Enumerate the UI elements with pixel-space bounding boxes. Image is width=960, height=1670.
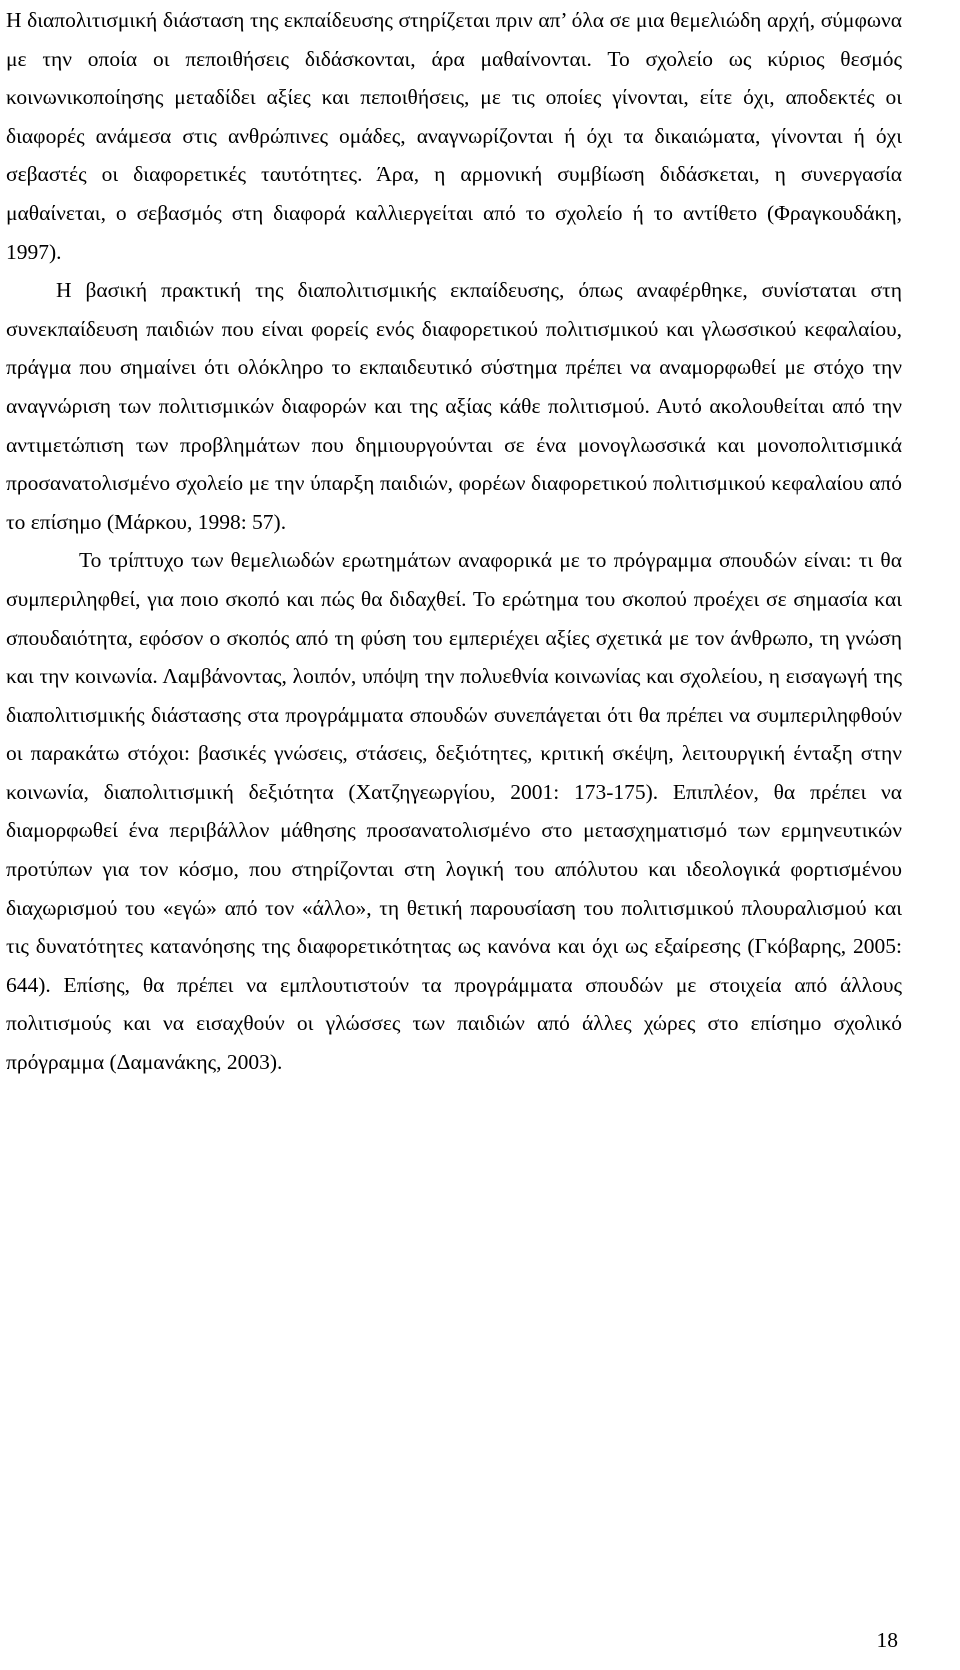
page-number: 18 bbox=[876, 1628, 898, 1652]
paragraph-2: Η βασική πρακτική της διαπολιτισμικής εκπαίδευσης, όπως αναφέρθηκε, συνίσταται στη συνεκπαίδευση παιδιών που είναι φορείς ενός διαφορετικού πολιτισμικού και γλωσσικού κεφαλαίου, πράγμα που σημαίνει ότι ολόκληρο το εκπαιδευτικό σύστημα πρέπει να αναμορφωθεί με στόχο την αναγνώριση των πολιτισμικών διαφορών και της αξίας κάθε πολιτισμού. Αυτό ακολουθείται από την αντιμετώπιση των προβλημάτων που δημιουργούνται σε ένα μονογλωσσικά και μονοπολιτισμικά προσανατολισμένο σχολείο με την ύπαρξη παιδιών, φορέων διαφορετικού πολιτισμικού κεφαλαίου από το επίσημο (Μάρκου, 1998: 57). bbox=[6, 278, 902, 534]
paragraph-1: Η διαπολιτισμική διάσταση της εκπαίδευσης στηρίζεται πριν απ’ όλα σε μια θεμελιώδη αρχή, σύμφωνα με την οποία οι πεποιθήσεις διδάσκονται, άρα μαθαίνονται. Το σχολείο ως κύριος θεσμός κοινωνικοποίησης μεταδίδει αξίες και πεποιθήσεις, με τις οποίες γίνονται, είτε όχι, αποδεκτές οι διαφορές ανάμεσα στις ανθρώπινες ομάδες, αναγνωρίζονται ή όχι τα δικαιώματα, γίνονται ή όχι σεβαστές οι διαφορετικές ταυτότητες. Άρα, η αρμονική συμβίωση διδάσκεται, η συνεργασία μαθαίνεται, ο σεβασμός στη διαφορά καλλιεργείται από το σχολείο ή το αντίθετο (Φραγκουδάκη, 1997). bbox=[6, 8, 902, 264]
document-body bbox=[6, 0, 902, 1082]
paragraph-3: Το τρίπτυχο των θεμελιωδών ερωτημάτων αναφορικά με το πρόγραμμα σπουδών είναι: τι θα συμπεριληφθεί, για ποιο σκοπό και πώς θα διδαχθεί. Το ερώτημα του σκοπού προέχει σε σημασία και σπουδαιότητα, εφόσον ο σκοπός από τη φύση του εμπεριέχει αξίες σχετικά με τον άνθρωπο, τη γνώση και την κοινωνία. Λαμβάνοντας, λοιπόν, υπόψη την πολυεθνία κοινωνίας και σχολείου, η εισαγωγή της διαπολιτισμικής διάστασης στα προγράμματα σπουδών συνεπάγεται ότι θα πρέπει να συμπεριληφθούν οι παρακάτω στόχοι: βασικές γνώσεις, στάσεις, δεξιότητες, κριτική σκέψη, λειτουργική ένταξη στην κοινωνία, διαπολιτισμική δεξιότητα (Χατζηγεωργίου, 2001: 173-175). Επιπλέον, θα πρέπει να διαμορφωθεί ένα περιβάλλον μάθησης προσανατολισμένο στο μετασχηματισμό των ερμηνευτικών προτύπων για τον κόσμο, που στηρίζονται στη λογική του απόλυτου και ιδεολογικά φορτισμένου διαχωρισμού του «εγώ» από τον «άλλο», τη θετική παρουσίαση του πολιτισμικού πλουραλισμού και τις δυνατότητες κατανόησης της διαφορετικότητας ως κανόνα και όχι ως εξαίρεσης (Γκόβαρης, 2005: 644). Επίσης, θα πρέπει να εμπλουτιστούν τα προγράμματα σπουδών με στοιχεία από άλλους πολιτισμούς και να εισαχθούν οι γλώσσες των παιδιών από άλλες χώρες στο επίσημο σχολικό πρόγραμμα (Δαμανάκης, 2003). bbox=[6, 548, 902, 1075]
